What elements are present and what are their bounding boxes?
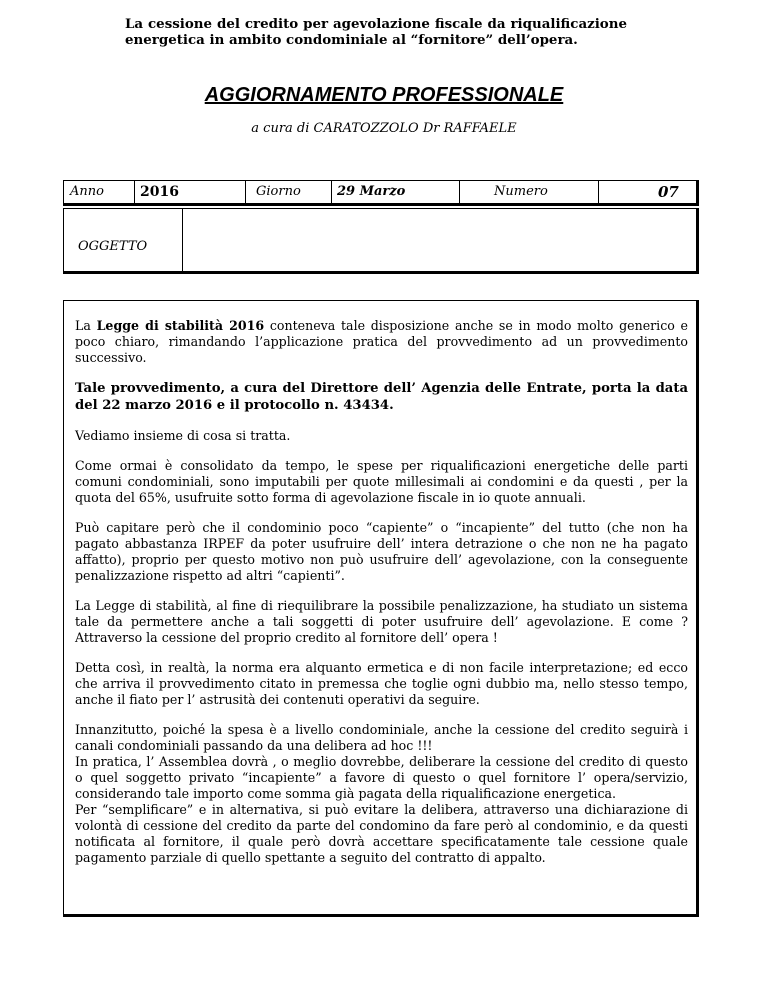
numero-value: 07 bbox=[658, 183, 679, 201]
law-reference: Legge di stabilità 2016 bbox=[96, 318, 265, 333]
paragraph-3: Vediamo insieme di cosa si tratta. bbox=[75, 428, 291, 443]
paragraph-8: Innanzitutto, poiché la spesa è a livello condominiale, anche la cessione del credito seguirà i canali condominiali passando da una delibera ad hoc !!! bbox=[75, 722, 688, 753]
anno-value: 2016 bbox=[140, 184, 179, 200]
document-title: AGGIORNAMENTO PROFESSIONALE bbox=[204, 84, 564, 106]
subject-row bbox=[63, 208, 699, 274]
info-row bbox=[63, 180, 699, 206]
paragraph-4: Come ormai è consolidato da tempo, le spese per riqualificazioni energetiche delle parti comuni condominiali, sono imputabili per quote millesimali ai condomini e da questi , per la quota del 65%, usufruite sotto forma di agevolazione fiscale in io quote annuali. bbox=[75, 458, 688, 505]
paragraph-2: Tale provvedimento, a cura del Direttore dell’ Agenzia delle Entrate, porta la data del 22 marzo 2016 e il protocollo n. 43434. bbox=[75, 381, 688, 413]
subject-label: OGGETTO bbox=[78, 239, 148, 254]
numero-label: Numero bbox=[494, 184, 548, 199]
anno-label: Anno bbox=[70, 184, 104, 199]
paragraph-1: La Legge di stabilità 2016 conteneva tale disposizione anche se in modo molto generico e poco chiaro, rimandando l’applicazione pratica del provvedimento ad un provvedimento successivo. bbox=[75, 318, 688, 365]
paragraph-7: Detta così, in realtà, la norma era alquanto ermetica e di non facile interpretazione; ed ecco che arriva il provvedimento citato in premessa che toglie ogni dubbio ma, nello stesso tempo, anche il fiato per l’ astrusità dei contenuti operativi da seguire. bbox=[75, 660, 688, 707]
paragraph-9: In pratica, l’ Assemblea dovrà , o meglio dovrebbe, deliberare la cessione del credito di questo o quel soggetto privato “incapiente” a favore di questo o quel fornitore l’ opera/servizio, considerando tale importo come somma già pagata della riqualificazione energetica. bbox=[75, 754, 688, 801]
paragraph-6: La Legge di stabilità, al fine di riequilibrare la possibile penalizzazione, ha studiato un sistema tale da permettere anche a tali soggetti di poter usufruire dell’ agevolazione. E come ? Attraverso la cessione del proprio credito al fornitore dell’ opera ! bbox=[75, 598, 688, 645]
paragraph-5: Può capitare però che il condominio poco “capiente” o “incapiente” del tutto (che non ha pagato abbastanza IRPEF da poter usufruire dell’ intera detrazione o che non ne ha pagato affatto), proprio per questo motivo non può usufruire dell’ agevolazione, con la conseguente penalizzazione rispetto ad altri “capienti”. bbox=[75, 520, 688, 583]
subject-text: La cessione del credito per agevolazione fiscale da riqualificazione energetica in ambito condominiale al “fornitore” dell’opera. bbox=[125, 16, 627, 48]
article-body bbox=[75, 318, 688, 866]
paragraph-10: Per “semplificare” e in alternativa, si può evitare la delibera, attraverso una dichiarazione di volontà di cessione del credito da parte del condomino da fare però al condominio, e da questi notificata al fornitore, il quale però dovrà accettare specificatamente tale cessione quale pagamento parziale di quello spettante a seguito del contratto di appalto. bbox=[75, 802, 688, 865]
giorno-label: Giorno bbox=[256, 184, 301, 199]
document-author: a cura di CARATOZZOLO Dr RAFFAELE bbox=[251, 121, 517, 136]
giorno-value: 29 Marzo bbox=[337, 184, 406, 199]
